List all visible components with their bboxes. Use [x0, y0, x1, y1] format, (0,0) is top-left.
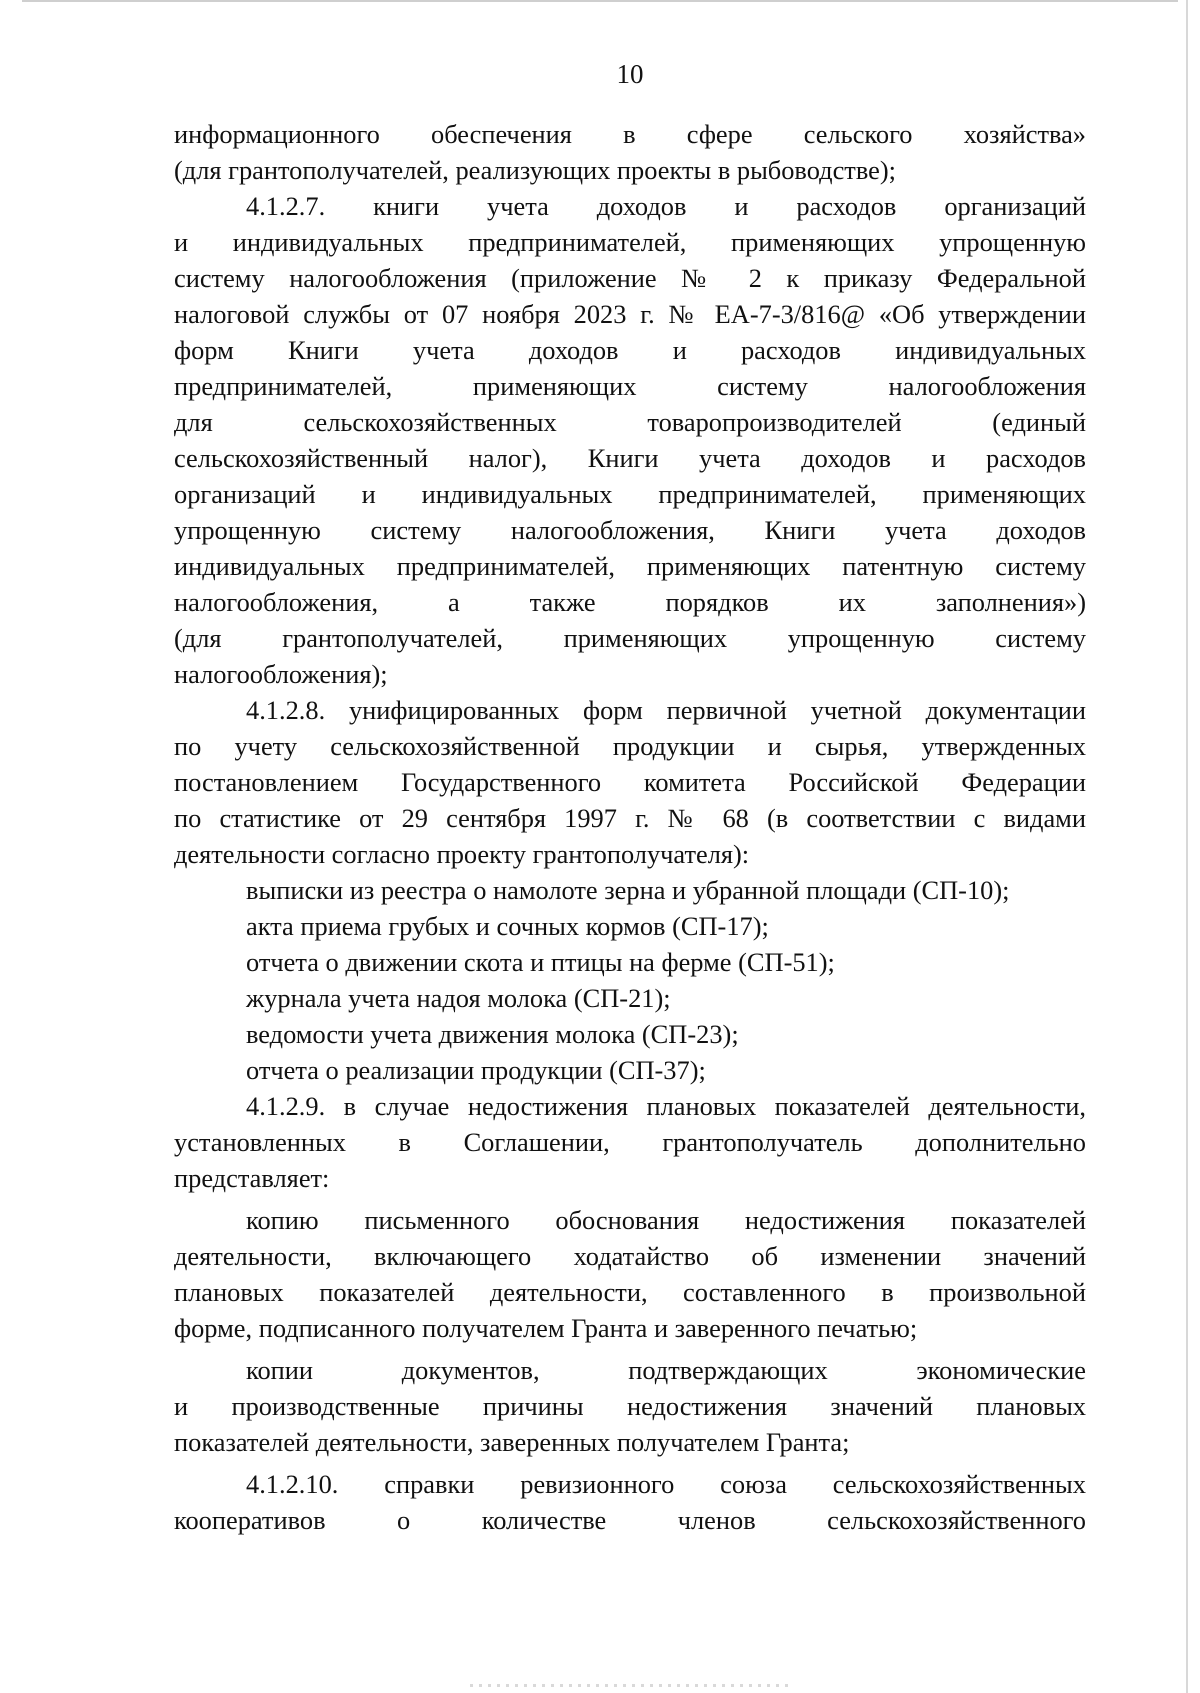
text-line: по учету сельскохозяйственной продукции и сырья, утвержденных [174, 731, 1086, 761]
text-line: форме, подписанного получателем Гранта и заверенного печатью; [174, 1313, 918, 1343]
text-line: для сельскохозяйственных товаропроизводителей (единый [174, 407, 1086, 437]
text-line: индивидуальных предпринимателей, применяющих патентную систему [174, 551, 1086, 581]
text-line: 4.1.2.9. в случае недостижения плановых показателей деятельности, [246, 1091, 1086, 1121]
text-line: информационного обеспечения в сфере сельского хозяйства» [174, 119, 1086, 149]
text-line: деятельности согласно проекту грантополучателя): [174, 839, 750, 869]
text-line: показателей деятельности, заверенных получателем Гранта; [174, 1427, 850, 1457]
text-line: 4.1.2.7. книги учета доходов и расходов организаций [246, 191, 1086, 221]
paragraph-4-1-2-8 [174, 692, 1086, 872]
text-line: по статистике от 29 сентября 1997 г. № 68 (в соответствии с видами [174, 803, 1086, 833]
paragraph-4-1-2-9 [174, 1088, 1086, 1196]
list-item: отчета о реализации продукции (СП-37); [246, 1055, 706, 1085]
page-top-edge [22, 0, 1178, 2]
text-line: (для грантополучателей, применяющих упрощенную систему [174, 623, 1086, 653]
scan-artifact [470, 1684, 790, 1687]
text-line: копию письменного обоснования недостижения показателей [246, 1205, 1086, 1235]
text-line: предпринимателей, применяющих систему налогообложения [174, 371, 1086, 401]
text-line: систему налогообложения (приложение № 2 к приказу Федеральной [174, 263, 1086, 293]
text-line: установленных в Соглашении, грантополучатель дополнительно [174, 1127, 1086, 1157]
page-number: 10 [616, 59, 644, 89]
text-line: деятельности, включающего ходатайство об изменении значений [174, 1241, 1086, 1271]
text-line: упрощенную систему налогообложения, Книги учета доходов [174, 515, 1086, 545]
text-line: копии документов, подтверждающих экономические [246, 1355, 1086, 1385]
page-right-edge [1186, 0, 1188, 1693]
paragraph-justification-copy [174, 1202, 1086, 1346]
text-line: кооперативов о количестве членов сельскохозяйственного [174, 1505, 1086, 1535]
document-body [174, 116, 1086, 1538]
text-line: постановлением Государственного комитета Российской Федерации [174, 767, 1086, 797]
paragraph-4-1-2-7 [174, 188, 1086, 692]
list-item: акта приема грубых и сочных кормов (СП-17); [246, 911, 769, 941]
text-line: и производственные причины недостижения значений плановых [174, 1391, 1086, 1421]
text-line: (для грантополучателей, реализующих проекты в рыбоводстве); [174, 155, 896, 185]
text-line: организаций и индивидуальных предпринимателей, применяющих [174, 479, 1086, 509]
text-line: плановых показателей деятельности, составленного в произвольной [174, 1277, 1086, 1307]
forms-list [174, 872, 1086, 1088]
list-item: отчета о движении скота и птицы на ферме (СП-51); [246, 947, 835, 977]
paragraph-supporting-documents [174, 1352, 1086, 1460]
paragraph-4-1-2-10 [174, 1466, 1086, 1538]
text-line: сельскохозяйственный налог), Книги учета доходов и расходов [174, 443, 1086, 473]
text-line: 4.1.2.10. справки ревизионного союза сельскохозяйственных [246, 1469, 1086, 1499]
text-line: форм Книги учета доходов и расходов индивидуальных [174, 335, 1086, 365]
text-line: 4.1.2.8. унифицированных форм первичной учетной документации [246, 695, 1086, 725]
list-item: журнала учета надоя молока (СП-21); [246, 983, 671, 1013]
text-line: представляет: [174, 1163, 330, 1193]
text-line: и индивидуальных предпринимателей, применяющих упрощенную [174, 227, 1086, 257]
text-line: налогообложения); [174, 659, 388, 689]
text-line: налоговой службы от 07 ноября 2023 г. № ЕА-7-3/816@ «Об утверждении [174, 299, 1086, 329]
text-line: налогообложения, а также порядков их заполнения») [174, 587, 1086, 617]
list-item: ведомости учета движения молока (СП-23); [246, 1019, 739, 1049]
list-item: выписки из реестра о намолоте зерна и убранной площади (СП-10); [246, 875, 1010, 905]
paragraph-information-support [174, 116, 1086, 188]
